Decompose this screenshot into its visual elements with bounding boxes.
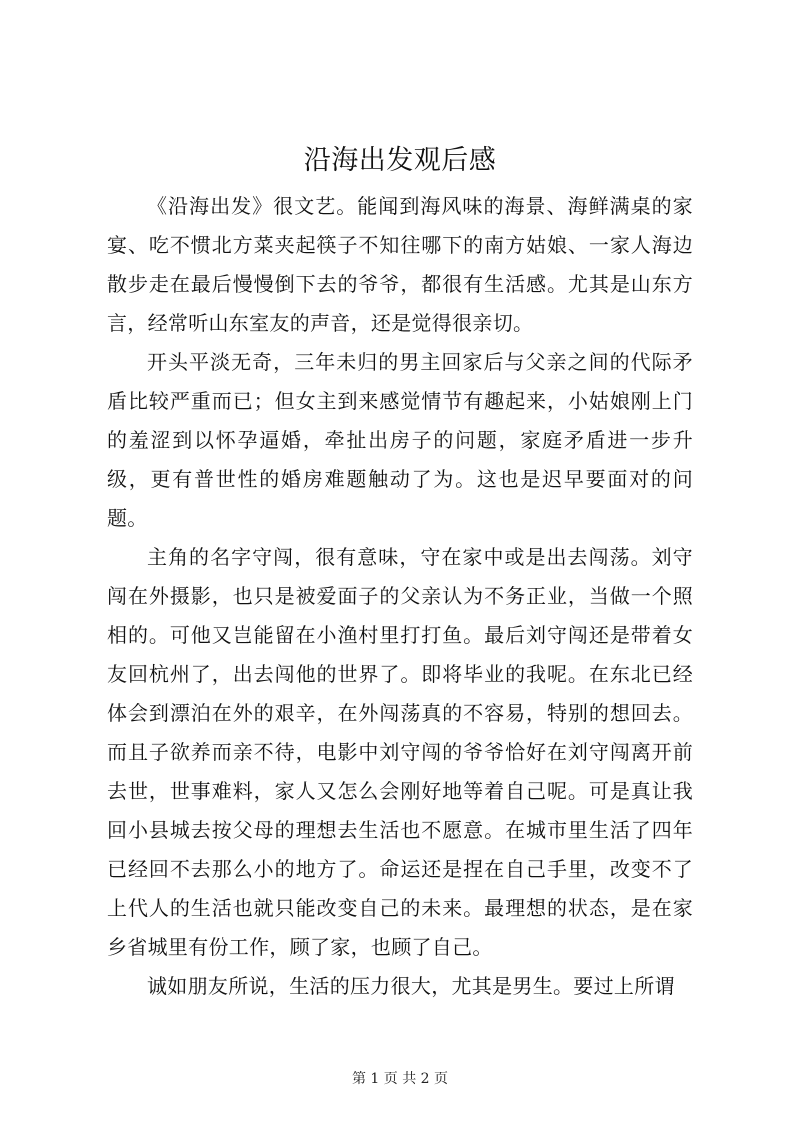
- paragraph-4: 诚如朋友所说，生活的压力很大，尤其是男生。要过上所谓: [147, 974, 675, 998]
- paragraph-2: 开头平淡无奇，三年未归的男主回家后与父亲之间的代际矛盾比较严重而已；但女主到来感觉情节有趣起来，小姑娘刚上门的羞涩到以怀孕逼婚，牵扯出房子的问题，家庭矛盾进一步升级，更有普世性的婚房难题触动了为。这也是迟早要面对的问题。: [107, 350, 693, 530]
- page-footer: 第 1 页 共 2 页: [351, 1071, 449, 1087]
- document-body: [107, 187, 693, 1006]
- paragraph-3: 主角的名字守闯，很有意味，守在家中或是出去闯荡。刘守闯在外摄影，也只是被爱面子的父亲认为不务正业，当做一个照相的。可他又岂能留在小渔村里打打鱼。最后刘守闯还是带着女友回杭州了，出去闯他的世界了。即将毕业的我呢。在东北已经体会到漂泊在外的艰辛，在外闯荡真的不容易，特别的想回去。而且子欲养而亲不待，电影中刘守闯的爷爷恰好在刘守闯离开前去世，世事难料，家人又怎么会刚好地等着自己呢。可是真让我回小县城去按父母的理想去生活也不愿意。在城市里生活了四年已经回不去那么小的地方了。命运还是捏在自己手里，改变不了上代人的生活也就只能改变自己的未来。最理想的状态，是在家乡省城里有份工作，顾了家，也顾了自己。: [107, 545, 693, 959]
- document-title: 沿海出发观后感: [303, 145, 497, 176]
- paragraph-1: 《沿海出发》很文艺。能闻到海风味的海景、海鲜满桌的家宴、吃不惯北方菜夹起筷子不知往哪下的南方姑娘、一家人海边散步走在最后慢慢倒下去的爷爷，都很有生活感。尤其是山东方言，经常听山东室友的声音，还是觉得很亲切。: [107, 194, 693, 335]
